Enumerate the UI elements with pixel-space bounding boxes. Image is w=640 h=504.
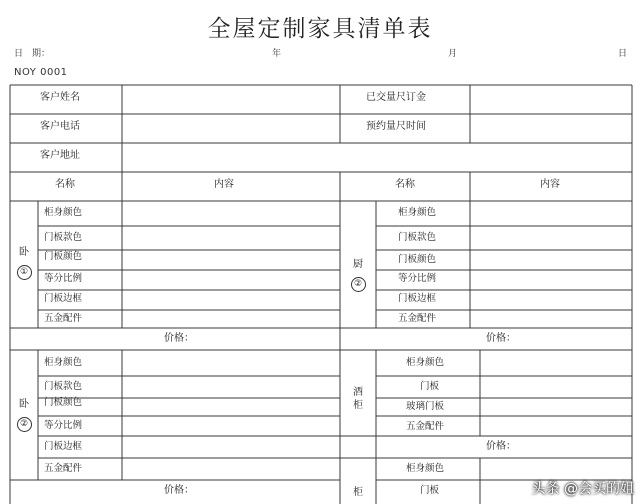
year-label: 年 <box>272 49 282 59</box>
item-label: 等分比例 <box>398 273 437 284</box>
customer-name-label: 客户姓名 <box>40 92 80 103</box>
watermark: 头条 @会买的姐 <box>531 481 634 497</box>
room-label-cabinet <box>348 486 368 499</box>
item-label: 玻璃门板 <box>406 401 445 412</box>
room-number <box>14 265 34 280</box>
item-label: 门板颜色 <box>398 254 437 265</box>
document-number: NOY 0001 <box>14 67 68 78</box>
item-label: 五金配件 <box>44 463 83 474</box>
price-label: 价格： <box>486 333 516 344</box>
item-label: 等分比例 <box>44 420 83 431</box>
item-label: 门板颜色 <box>44 251 83 262</box>
month-label: 月 <box>448 49 458 59</box>
item-label: 五金配件 <box>44 313 83 324</box>
price-label: 价格： <box>486 441 516 452</box>
room-name: 卧 <box>19 247 29 258</box>
date-label: 日 期： <box>14 49 51 59</box>
item-label: 门板边框 <box>398 293 437 304</box>
item-label: 柜身颜色 <box>44 357 83 368</box>
paid-deposit-label: 已交量尺订金 <box>366 92 426 103</box>
column-content-right: 内容 <box>540 179 560 190</box>
item-label: 柜身颜色 <box>406 357 445 368</box>
room-label-bedroom-2 <box>14 398 34 432</box>
column-name-right: 名称 <box>395 179 415 190</box>
room-label-kitchen <box>346 258 370 292</box>
room-name: 酒柜 <box>353 387 363 411</box>
item-label: 柜身颜色 <box>406 463 445 474</box>
measure-time-label: 预约量尺时间 <box>366 121 426 132</box>
item-label: 门板款色 <box>44 232 83 243</box>
item-label: 柜身颜色 <box>398 207 437 218</box>
item-label: 等分比例 <box>44 273 83 284</box>
column-name-left: 名称 <box>55 179 75 190</box>
room-name: 柜 <box>353 487 363 498</box>
item-label: 门板 <box>420 485 440 496</box>
price-label: 价格： <box>164 485 194 496</box>
customer-address-label: 客户地址 <box>40 150 80 161</box>
item-label: 门板边框 <box>44 293 83 304</box>
room-label-wine-cabinet <box>348 386 368 412</box>
room-name: 厨 <box>353 259 363 270</box>
room-number-circle: ② <box>17 417 32 432</box>
item-label: 门板 <box>420 381 440 392</box>
room-number-circle: ② <box>351 277 366 292</box>
item-label: 柜身颜色 <box>44 207 83 218</box>
room-name: 卧 <box>19 399 29 410</box>
item-label: 门板边框 <box>44 441 83 452</box>
room-label-bedroom-1 <box>14 246 34 280</box>
item-label: 门板颜色 <box>44 397 83 408</box>
room-number-circle: ① <box>17 265 32 280</box>
customer-phone-label: 客户电话 <box>40 121 80 132</box>
item-label: 五金配件 <box>398 313 437 324</box>
item-label: 门板款色 <box>398 232 437 243</box>
item-label: 门板款色 <box>44 381 83 392</box>
day-label: 日 <box>618 49 628 59</box>
room-number <box>14 417 34 432</box>
column-content-left: 内容 <box>214 179 234 190</box>
item-label: 五金配件 <box>406 421 445 432</box>
room-number <box>346 277 370 292</box>
price-label: 价格： <box>164 333 194 344</box>
document-title: 全屋定制家具清单表 <box>207 16 433 42</box>
